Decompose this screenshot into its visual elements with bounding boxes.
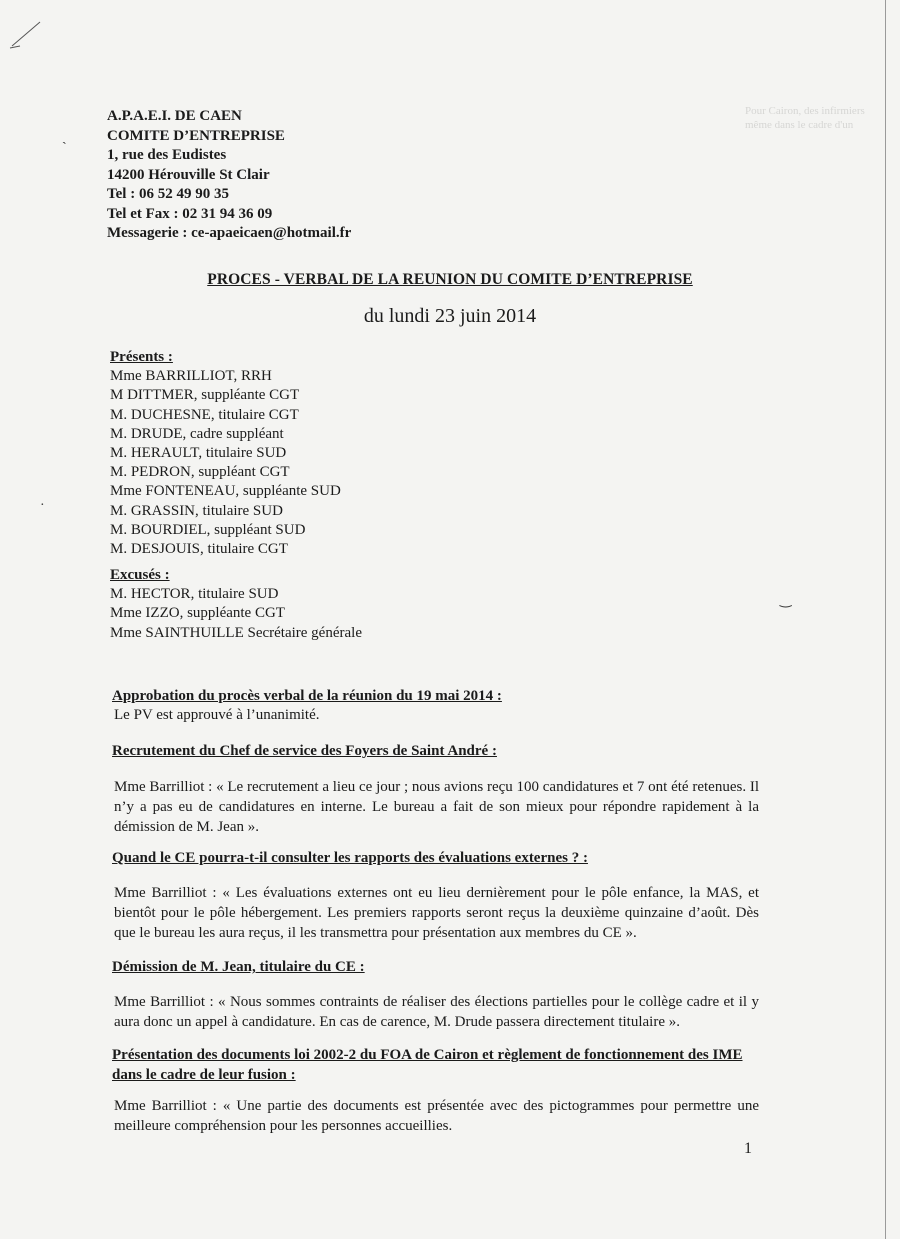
- section-title-approval: Approbation du procès verbal de la réunion du 19 mai 2014 :: [112, 688, 502, 704]
- section-title-recruitment: Recrutement du Chef de service des Foyers de Saint André :: [112, 743, 497, 759]
- section-body-evaluations: Mme Barrilliot : « Les évaluations externes ont eu lieu dernièrement pour le pôle enfance, la MAS, et bientôt pour le pôle hébergement. Les premiers rapports seront reçus la deuxième quinzaine d’août. Dès que le bureau les aura reçus, il les transmettra pour présentation aux membres du CE ».: [114, 885, 759, 941]
- margin-mark: ˎ: [62, 130, 67, 145]
- phone: Tel : 06 52 49 90 35: [107, 186, 229, 202]
- attendees-excused: [110, 566, 362, 643]
- margin-mark: ‿: [780, 593, 792, 608]
- margin-mark: ·: [40, 498, 45, 513]
- org-name: A.P.A.E.I. DE CAEN: [107, 108, 242, 124]
- committee-name: COMITE D’ENTREPRISE: [107, 127, 285, 144]
- page-number: 1: [744, 1140, 752, 1157]
- list-item: M. HERAULT, titulaire SUD: [110, 445, 287, 462]
- excuses-label: Excusés :: [110, 567, 170, 583]
- page-edge: [885, 0, 886, 1239]
- section-body-approval: Le PV est approuvé à l’unanimité.: [114, 707, 320, 723]
- show-through-text: Pour Cairon, des infirmiers même dans le cadre d'un: [745, 105, 865, 131]
- letterhead: [107, 107, 351, 244]
- section-title-resignation: Démission de M. Jean, titulaire du CE :: [112, 959, 365, 975]
- list-item: M. PEDRON, suppléant CGT: [110, 464, 290, 481]
- section-body-recruitment: Mme Barrilliot : « Le recrutement a lieu ce jour ; nous avions reçu 100 candidatures et 7 ont été retenues. Il n’y a pas eu de candidatures en interne. Le bureau a fait de son mieux pour répondre rapidement à la démission de M. Jean ».: [114, 779, 759, 835]
- meeting-date: du lundi 23 juin 2014: [363, 305, 537, 327]
- list-item: Mme SAINTHUILLE Secrétaire générale: [110, 624, 362, 641]
- address-street: 1, rue des Eudistes: [107, 147, 227, 163]
- list-item: Mme IZZO, suppléante CGT: [110, 605, 285, 622]
- section-body-resignation: Mme Barrilliot : « Nous sommes contraints de réaliser des élections partielles pour le collège cadre et il y aura donc un appel à candidature. En cas de carence, M. Drude passera directement titulaire ».: [114, 994, 759, 1030]
- corner-mark-decoration: [8, 18, 44, 54]
- list-item: M. GRASSIN, titulaire SUD: [110, 502, 283, 519]
- address-city: 14200 Hérouville St Clair: [107, 166, 270, 183]
- section-title-documents: Présentation des documents loi 2002-2 du FOA de Cairon et règlement de fonctionnement des IME dans le cadre de leur fusion :: [112, 1047, 743, 1083]
- list-item: M. DESJOUIS, titulaire CGT: [110, 541, 288, 558]
- document-title: PROCES - VERBAL DE LA REUNION DU COMITE D’ENTREPRISE: [207, 271, 693, 288]
- list-item: M. BOURDIEL, suppléant SUD: [110, 521, 306, 538]
- list-item: M. HECTOR, titulaire SUD: [110, 586, 279, 603]
- list-item: M DITTMER, suppléante CGT: [110, 387, 300, 404]
- list-item: Mme FONTENEAU, suppléante SUD: [110, 483, 341, 500]
- fax: Tel et Fax : 02 31 94 36 09: [107, 205, 273, 222]
- list-item: Mme BARRILLIOT, RRH: [110, 368, 272, 385]
- list-item: M. DRUDE, cadre suppléant: [110, 425, 284, 442]
- list-item: M. DUCHESNE, titulaire CGT: [110, 406, 299, 423]
- section-body-documents: Mme Barrilliot : « Une partie des documents est présentée avec des pictogrammes pour permettre une meilleure compréhension pour les personnes accueillies.: [114, 1098, 759, 1134]
- presents-label: Présents :: [110, 349, 173, 365]
- section-title-evaluations: Quand le CE pourra-t-il consulter les rapports des évaluations externes ? :: [112, 850, 588, 866]
- attendees-present: [110, 348, 341, 559]
- email: Messagerie : ce-apaeicaen@hotmail.fr: [107, 225, 352, 241]
